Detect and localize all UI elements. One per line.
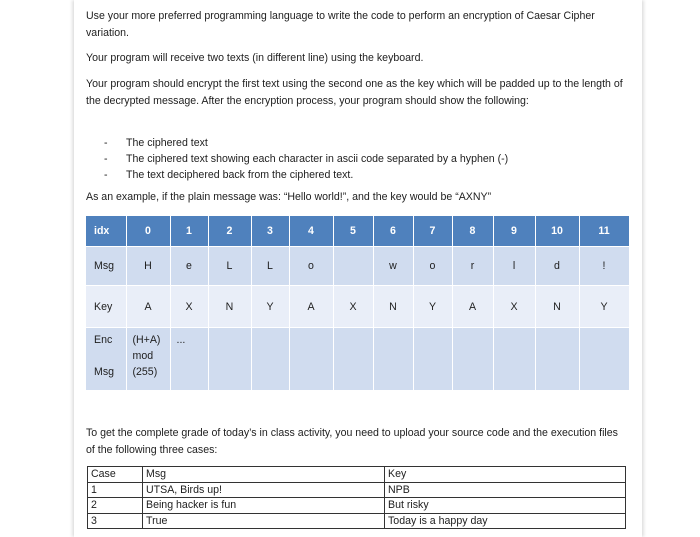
enc-cell: [535, 328, 579, 391]
header-cell: 3: [251, 216, 289, 247]
msg-cell: e: [170, 247, 208, 286]
example-table: [86, 216, 630, 391]
header-cell: 11: [579, 216, 629, 247]
document-page: [74, 0, 642, 537]
key-cell: X: [170, 286, 208, 328]
case-number: 3: [88, 513, 143, 529]
example-intro: As an example, if the plain message was: “Hello world!”, and the key would be “AXNY”: [86, 191, 492, 203]
key-cell: N: [208, 286, 251, 328]
header-cell: 1: [170, 216, 208, 247]
case-msg: Being hacker is fun: [143, 498, 385, 514]
msg-header-cell: Msg: [143, 467, 385, 483]
output-bullet-list: [104, 135, 508, 183]
enc-cell: [373, 328, 413, 391]
enc-cell: [126, 328, 170, 391]
enc-cell: [289, 328, 333, 391]
enc-ellipsis: ...: [176, 334, 186, 346]
key-cell: Y: [413, 286, 452, 328]
msg-cell: H: [126, 247, 170, 286]
cases-table: [87, 466, 626, 529]
key-cell: Y: [251, 286, 289, 328]
key-cell: N: [373, 286, 413, 328]
case-number: 2: [88, 498, 143, 514]
msg-cell: r: [452, 247, 493, 286]
msg-cell: o: [413, 247, 452, 286]
msg-cell: w: [373, 247, 413, 286]
row-label: [86, 328, 126, 391]
enc-cell: [579, 328, 629, 391]
key-header-cell: Key: [385, 467, 626, 483]
header-cell: 10: [535, 216, 579, 247]
enc-cell: [208, 328, 251, 391]
header-cell: 0: [126, 216, 170, 247]
msg-cell: d: [535, 247, 579, 286]
case-row: [88, 482, 626, 498]
case-msg: UTSA, Birds up!: [143, 482, 385, 498]
case-key: But risky: [385, 498, 626, 514]
header-cell: idx: [86, 216, 126, 247]
enc-cell: [251, 328, 289, 391]
enc-cell: [493, 328, 535, 391]
bullet-item: - The ciphered text showing each character in ascii code separated by a hyphen (-): [104, 151, 508, 167]
key-cell: N: [535, 286, 579, 328]
key-cell: A: [452, 286, 493, 328]
enc-cell: [170, 328, 208, 391]
enc-cell: [413, 328, 452, 391]
bullet-item: - The ciphered text: [104, 135, 508, 151]
msg-cell: o: [289, 247, 333, 286]
key-cell: A: [126, 286, 170, 328]
cases-header-row: [88, 467, 626, 483]
header-cell: 2: [208, 216, 251, 247]
enc-msg-row: [86, 328, 629, 391]
key-cell: X: [333, 286, 373, 328]
msg-cell: L: [251, 247, 289, 286]
case-row: [88, 498, 626, 514]
enc-label-line: Msg: [94, 366, 115, 378]
header-cell: 9: [493, 216, 535, 247]
row-label: Msg: [86, 247, 126, 286]
enc-formula: (H+A) mod (255): [132, 334, 161, 378]
intro-paragraph: Use your more preferred programming language to write the code to perform an encryption of Caesar Cipher variation.: [86, 10, 595, 39]
msg-row: [86, 247, 629, 286]
msg-cell: [333, 247, 373, 286]
key-cell: X: [493, 286, 535, 328]
header-cell: 8: [452, 216, 493, 247]
header-cell: 6: [373, 216, 413, 247]
row-label: Key: [86, 286, 126, 328]
msg-cell: !: [579, 247, 629, 286]
enc-cell: [452, 328, 493, 391]
key-cell: Y: [579, 286, 629, 328]
input-paragraph: Your program will receive two texts (in different line) using the keyboard.: [86, 52, 424, 64]
grade-paragraph: To get the complete grade of today’s in class activity, you need to upload your source code and the execution files of the following three cases:: [86, 427, 618, 456]
case-key: NPB: [385, 482, 626, 498]
header-cell: 4: [289, 216, 333, 247]
key-row: [86, 286, 629, 328]
case-row: [88, 513, 626, 529]
enc-label-line: Enc: [94, 334, 113, 346]
case-msg: True: [143, 513, 385, 529]
enc-cell: [333, 328, 373, 391]
example-header-row: [86, 216, 629, 247]
encrypt-paragraph: Your program should encrypt the first text using the second one as the key which will be padded up to the length of the decrypted message. After the encryption process, your program should show the following:: [86, 78, 623, 107]
msg-cell: l: [493, 247, 535, 286]
case-key: Today is a happy day: [385, 513, 626, 529]
header-cell: 7: [413, 216, 452, 247]
key-cell: A: [289, 286, 333, 328]
case-number: 1: [88, 482, 143, 498]
enc-label: [94, 328, 126, 380]
bullet-item: - The text deciphered back from the ciphered text.: [104, 167, 508, 183]
header-cell: 5: [333, 216, 373, 247]
case-header-cell: Case: [88, 467, 143, 483]
msg-cell: L: [208, 247, 251, 286]
